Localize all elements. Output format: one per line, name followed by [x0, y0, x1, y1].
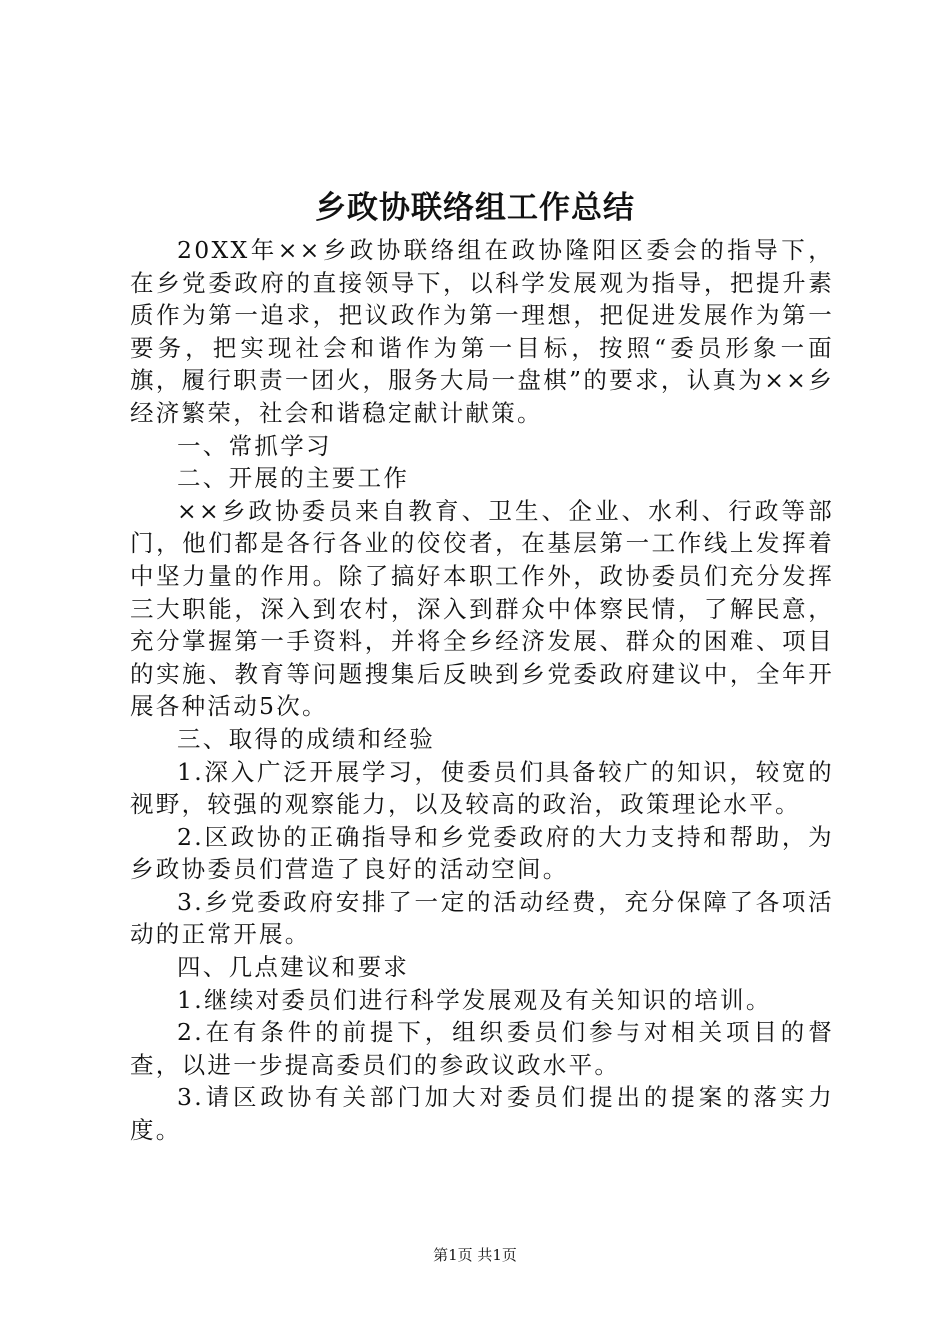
section-heading-suggestions: 四、几点建议和要求	[177, 953, 410, 982]
suggestion-item-3: 3.请区政协有关部门加大对委员们提出的提案的落实力度。	[130, 1083, 834, 1145]
section-heading-study: 一、常抓学习	[177, 431, 332, 460]
suggestion-item-2: 2.在有条件的前提下，组织委员们参与对相关项目的督查，以进一步提高委员们的参政议政水平。	[130, 1018, 834, 1079]
achievement-item-2: 2.区政协的正确指导和乡党委政府的大力支持和帮助，为乡政协委员们营造了良好的活动空间。	[130, 822, 834, 884]
intro-paragraph: 20XX年××乡政协联络组在政协隆阳区委会的指导下，在乡党委政府的直接领导下，以科学发展观为指导，把提升素质作为第一追求，把议政作为第一理想，把促进发展作为第一要务，把实现社会和谐作为第一目标，按照“委员形象一面旗，履行职责一团火，服务大局一盘棋”的要求，认真为××乡经济繁荣，社会和谐稳定献计献策。	[130, 236, 834, 427]
document-body	[130, 234, 834, 1147]
main-work-paragraph: ××乡政协委员来自教育、卫生、企业、水利、行政等部门，他们都是各行各业的佼佼者，在基层第一工作线上发挥着中坚力量的作用。除了搞好本职工作外，政协委员们充分发挥三大职能，深入到农村，深入到群众中体察民情，了解民意，充分掌握第一手资料，并将全乡经济发展、群众的困难、项目的实施、教育等问题搜集后反映到乡党委政府建议中，全年开展各种活动5次。	[130, 496, 834, 721]
achievement-item-3: 3.乡党委政府安排了一定的活动经费，充分保障了各项活动的正常开展。	[130, 887, 834, 949]
section-heading-achievements: 三、取得的成绩和经验	[177, 724, 435, 753]
suggestion-item-1: 1.继续对委员们进行科学发展观及有关知识的培训。	[177, 985, 772, 1014]
achievement-item-1: 1.深入广泛开展学习，使委员们具备较广的知识，较宽的视野，较强的观察能力，以及较高的政治，政策理论水平。	[130, 757, 834, 819]
page-footer: 第1页 共1页	[433, 1246, 517, 1264]
document-title: 乡政协联络组工作总结	[315, 190, 635, 226]
section-heading-main-work: 二、开展的主要工作	[177, 464, 410, 493]
